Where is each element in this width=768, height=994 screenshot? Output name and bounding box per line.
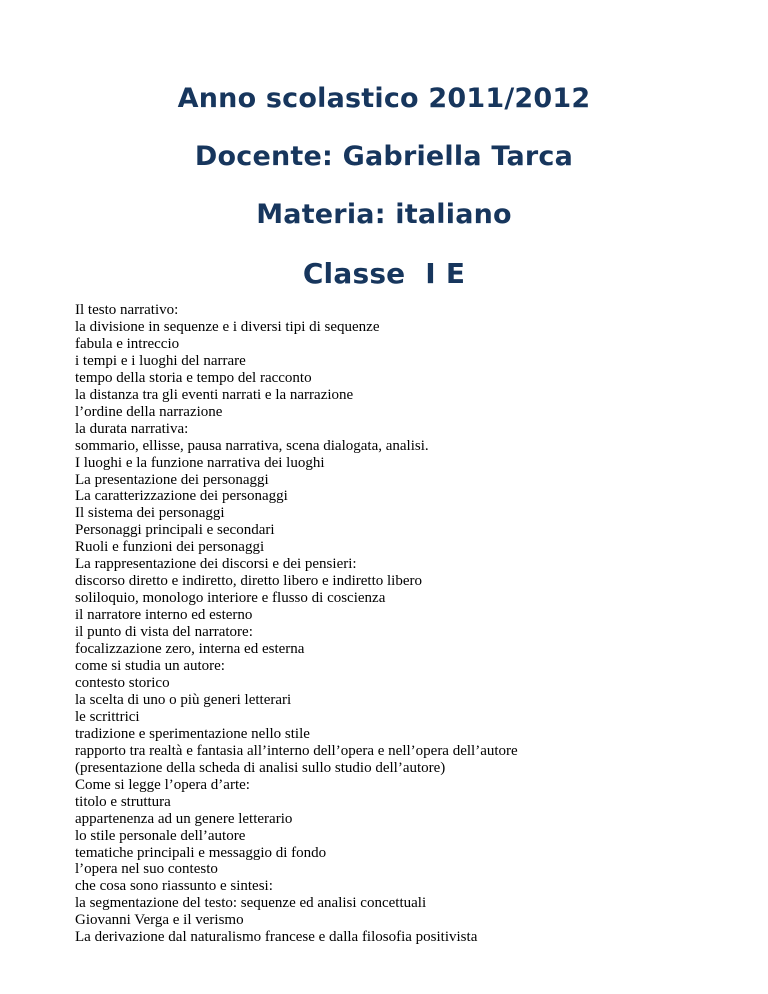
program-line: le scrittrici <box>75 708 140 725</box>
program-line: sommario, ellisse, pausa narrativa, scena dialogata, analisi. <box>75 437 429 454</box>
class-heading: Classe I E <box>302 257 466 290</box>
program-line: soliloquio, monologo interiore e flusso di coscienza <box>75 590 386 607</box>
program-line: (presentazione della scheda di analisi sullo studio dell’autore) <box>75 759 446 776</box>
program-line: titolo e struttura <box>75 793 171 810</box>
school-year-heading: Anno scolastico 2011/2012 <box>177 83 591 114</box>
document-header <box>0 84 768 289</box>
program-line: Il testo narrativo: <box>75 302 179 318</box>
program-line: il punto di vista del narratore: <box>75 624 253 641</box>
program-line: la durata narrativa: <box>75 420 189 437</box>
program-line: la distanza tra gli eventi narrati e la narrazione <box>75 386 354 403</box>
program-line: discorso diretto e indiretto, diretto libero e indiretto libero <box>75 573 422 590</box>
program-line: la segmentazione del testo: sequenze ed analisi concettuali <box>75 895 427 912</box>
program-line: Ruoli e funzioni dei personaggi <box>75 539 265 556</box>
program-line: come si studia un autore: <box>75 658 225 675</box>
program-line: lo stile personale dell’autore <box>75 827 246 844</box>
program-line: appartenenza ad un genere letterario <box>75 810 293 827</box>
program-line: tradizione e sperimentazione nello stile <box>75 725 310 742</box>
program-line: l’ordine della narrazione <box>75 403 223 420</box>
program-line: rapporto tra realtà e fantasia all’interno dell’opera e nell’opera dell’autore <box>75 742 518 759</box>
program-line: contesto storico <box>75 674 170 691</box>
program-line: la divisione in sequenze e i diversi tipi di sequenze <box>75 318 380 335</box>
program-line: Personaggi principali e secondari <box>75 522 275 539</box>
teacher-heading: Docente: Gabriella Tarca <box>194 141 574 172</box>
program-line: fabula e intreccio <box>75 335 180 352</box>
subject-heading: Materia: italiano <box>256 199 512 230</box>
program-line: La presentazione dei personaggi <box>75 471 269 488</box>
program-line: La caratterizzazione dei personaggi <box>75 488 288 505</box>
program-line: la scelta di uno o più generi letterari <box>75 691 292 708</box>
program-line: il narratore interno ed esterno <box>75 607 253 624</box>
program-line: tempo della storia e tempo del racconto <box>75 369 312 386</box>
program-line: che cosa sono riassunto e sintesi: <box>75 878 273 895</box>
program-line: Giovanni Verga e il verismo <box>75 912 244 929</box>
program-line: Come si legge l’opera d’arte: <box>75 776 250 793</box>
program-line: focalizzazione zero, interna ed esterna <box>75 641 305 658</box>
program-line: l’opera nel suo contesto <box>75 861 218 878</box>
program-line: La rappresentazione dei discorsi e dei pensieri: <box>75 556 357 573</box>
program-content <box>75 302 735 946</box>
program-line: Il sistema dei personaggi <box>75 505 225 522</box>
program-line: tematiche principali e messaggio di fondo <box>75 844 327 861</box>
program-line: I luoghi e la funzione narrativa dei luoghi <box>75 454 325 471</box>
program-line: i tempi e i luoghi del narrare <box>75 352 246 369</box>
program-line: La derivazione dal naturalismo francese e dalla filosofia positivista <box>75 929 478 946</box>
